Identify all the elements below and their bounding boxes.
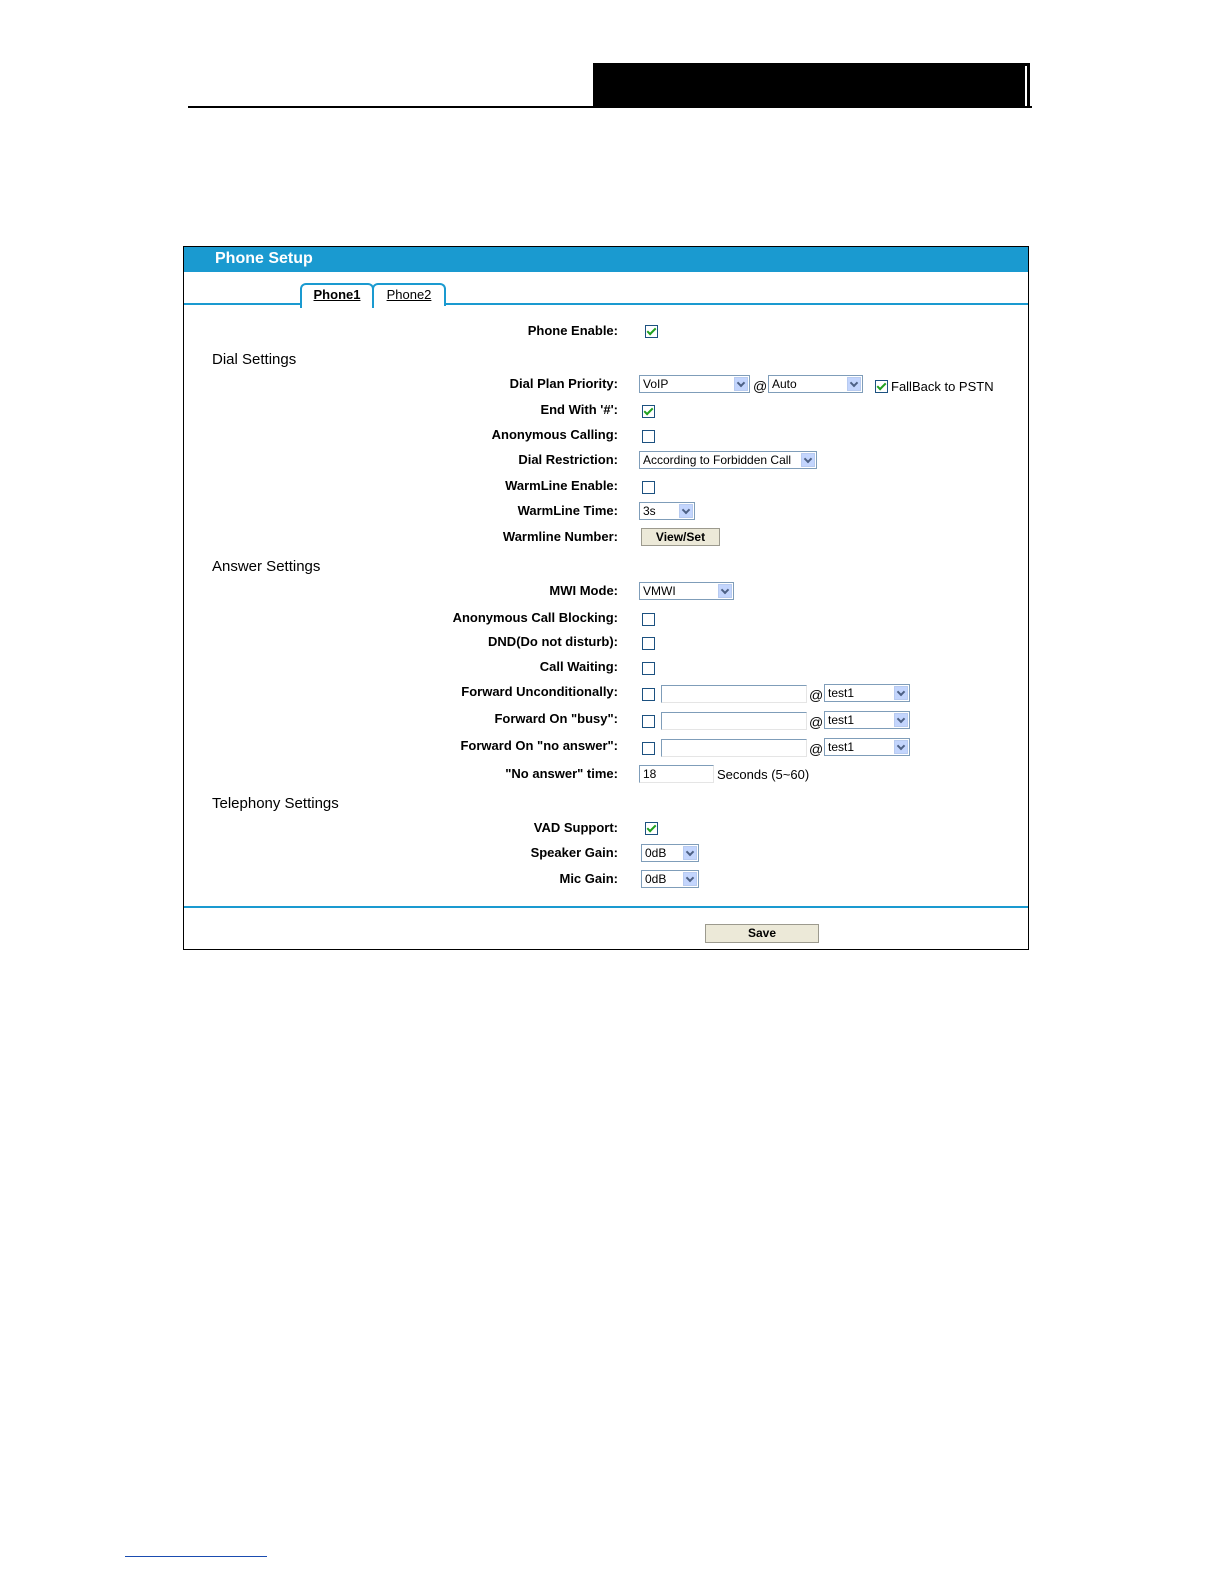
vad-support-label: VAD Support: <box>533 820 618 835</box>
at-sign: @ <box>809 741 824 757</box>
forward-no-answer-checkbox[interactable] <box>642 742 655 755</box>
dial-server-select[interactable]: Auto <box>768 375 863 393</box>
dial-plan-priority-label: Dial Plan Priority: <box>509 376 618 391</box>
panel-bottom-rule <box>184 906 1028 908</box>
header-edge <box>1028 63 1030 107</box>
warmline-enable-checkbox[interactable] <box>642 481 655 494</box>
speaker-gain-label: Speaker Gain: <box>530 845 618 860</box>
footer-link-rule <box>125 1556 267 1557</box>
at-sign: @ <box>753 378 768 394</box>
warmline-number-label: Warmline Number: <box>502 529 618 544</box>
header-edge-gap <box>1025 66 1027 106</box>
fallback-pstn-label: FallBack to PSTN <box>891 379 994 394</box>
phone-setup-panel <box>183 246 1029 950</box>
mwi-mode-select[interactable]: VMWI <box>639 582 734 600</box>
call-waiting-label: Call Waiting: <box>539 659 618 674</box>
tab-phone1[interactable]: Phone1 <box>300 283 374 308</box>
at-sign: @ <box>809 714 824 730</box>
speaker-gain-select[interactable]: 0dB <box>641 844 699 862</box>
chevron-down-icon <box>679 504 693 518</box>
forward-no-answer-account-select[interactable]: test1 <box>824 738 910 756</box>
at-sign: @ <box>809 687 824 703</box>
forward-busy-account-select[interactable]: test1 <box>824 711 910 729</box>
vad-support-checkbox[interactable] <box>645 822 658 835</box>
telephony-settings-heading: Telephony Settings <box>212 795 339 812</box>
forward-busy-number-input[interactable] <box>661 712 807 730</box>
forward-unconditionally-checkbox[interactable] <box>642 688 655 701</box>
tab-phone2[interactable]: Phone2 <box>372 283 446 306</box>
end-with-hash-label: End With '#': <box>540 402 618 417</box>
chevron-down-icon <box>734 377 748 391</box>
chevron-down-icon <box>894 686 908 700</box>
fallback-pstn-checkbox[interactable] <box>875 380 888 393</box>
forward-no-answer-label: Forward On "no answer": <box>460 738 618 753</box>
dial-settings-heading: Dial Settings <box>212 351 297 368</box>
mwi-mode-label: MWI Mode: <box>549 583 618 598</box>
chevron-down-icon <box>718 584 732 598</box>
chevron-down-icon <box>894 713 908 727</box>
warmline-time-label: WarmLine Time: <box>517 503 618 518</box>
dnd-label: DND(Do not disturb): <box>488 634 618 649</box>
dial-restriction-label: Dial Restriction: <box>518 452 618 467</box>
mic-gain-label: Mic Gain: <box>559 871 618 886</box>
chevron-down-icon <box>801 453 815 467</box>
forward-unconditionally-account-select[interactable]: test1 <box>824 684 910 702</box>
chevron-down-icon <box>847 377 861 391</box>
anonymous-calling-label: Anonymous Calling: <box>491 427 618 442</box>
forward-unconditionally-label: Forward Unconditionally: <box>461 684 618 699</box>
view-set-button[interactable]: View/Set <box>641 528 720 546</box>
phone-enable-label: Phone Enable: <box>527 323 618 338</box>
forward-no-answer-number-input[interactable] <box>661 739 807 757</box>
save-button[interactable]: Save <box>705 924 819 943</box>
end-with-hash-checkbox[interactable] <box>642 405 655 418</box>
warmline-time-select[interactable]: 3s <box>639 502 695 520</box>
anonymous-call-blocking-label: Anonymous Call Blocking: <box>452 610 618 625</box>
chevron-down-icon <box>894 740 908 754</box>
chevron-down-icon <box>683 872 697 886</box>
dial-plan-priority-select[interactable]: VoIP <box>639 375 750 393</box>
panel-title: Phone Setup <box>215 250 313 267</box>
no-answer-time-input[interactable]: 18 <box>639 765 714 783</box>
forward-unconditionally-number-input[interactable] <box>661 685 807 703</box>
dial-restriction-select[interactable]: According to Forbidden Call <box>639 451 817 469</box>
header-black-bar <box>593 63 1028 107</box>
answer-settings-heading: Answer Settings <box>212 558 321 575</box>
chevron-down-icon <box>683 846 697 860</box>
dnd-checkbox[interactable] <box>642 637 655 650</box>
warmline-enable-label: WarmLine Enable: <box>505 478 618 493</box>
forward-busy-checkbox[interactable] <box>642 715 655 728</box>
panel-titlebar <box>184 247 1028 272</box>
phone-enable-checkbox[interactable] <box>645 325 658 338</box>
mic-gain-select[interactable]: 0dB <box>641 870 699 888</box>
no-answer-time-unit: Seconds (5~60) <box>717 767 810 782</box>
no-answer-time-label: "No answer" time: <box>505 766 618 781</box>
call-waiting-checkbox[interactable] <box>642 662 655 675</box>
anonymous-call-blocking-checkbox[interactable] <box>642 613 655 626</box>
anonymous-calling-checkbox[interactable] <box>642 430 655 443</box>
forward-busy-label: Forward On "busy": <box>494 711 618 726</box>
